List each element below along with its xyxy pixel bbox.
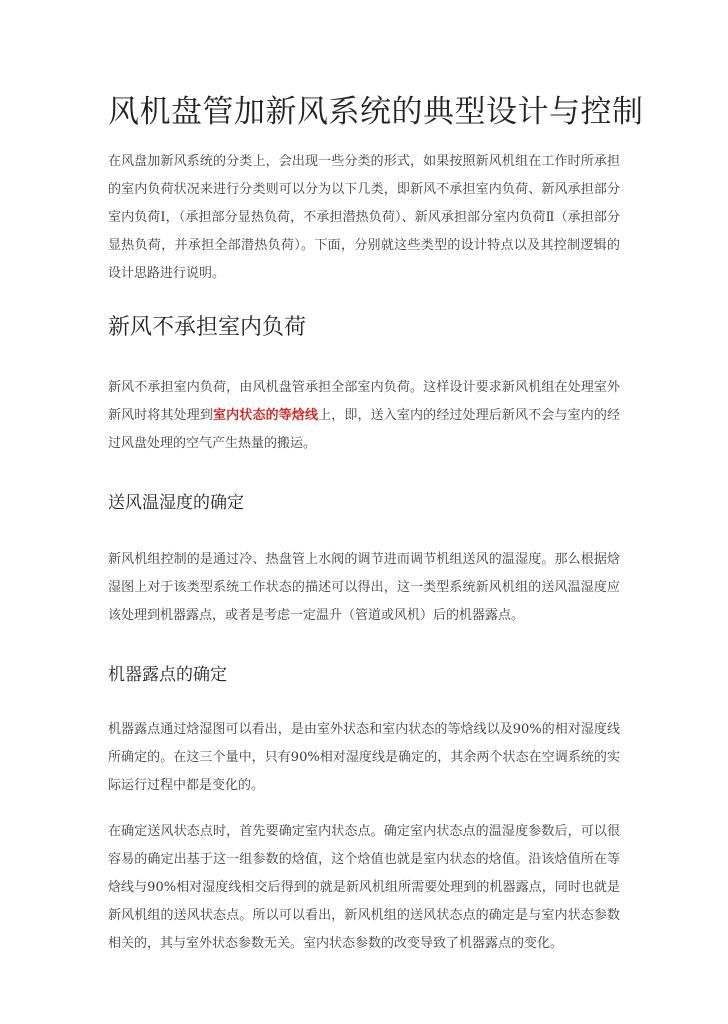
- paragraph-text-after: 上，即，送入室内的经过处理后新风不会与室内的经过风盘处理的空气产生热量的搬运。: [108, 408, 620, 451]
- subsection-paragraph-supply-air: 新风机组控制的是通过冷、热盘管上水阀的调节进而调节机组送风的温湿度。那么根据焓湿图上对于该类型系统工作状态的描述可以得出，这一类型系统新风机组的送风温湿度应该处理到机器露点，或者是考虑一定温升（管道或风机）后的机器露点。: [108, 552, 620, 623]
- section-heading-no-load: 新风不承担室内负荷: [108, 315, 307, 340]
- paragraph-text-before: 新风不承担室内负荷，由风机盘管承担全部室内负荷。这样设计要求新风机组在处理室外新风时将其处理到: [108, 380, 620, 423]
- subsection-paragraph-dew-point-1: 机器露点通过焓湿图可以看出，是由室外状态和室内状态的等焓线以及90%的相对湿度线所确定的。在这三个量中，只有90%相对湿度线是确定的，其余两个状态在空调系统的实际运行过程中都是变化的。: [108, 722, 620, 793]
- intro-paragraph: 在风盘加新风系统的分类上，会出现一些分类的形式，如果按照新风机组在工作时所承担的室内负荷状况来进行分类则可以分为以下几类，即新风不承担室内负荷、新风承担部分室内负荷Ⅰ，（承担部分显热负荷，不承担潜热负荷）、新风承担部分室内负荷Ⅱ（承担部分显热负荷，并承担全部潜热负荷）。下面，分别就这些类型的设计特点以及其控制逻辑的设计思路进行说明。: [108, 154, 620, 281]
- highlighted-term: 室内状态的等焓线: [213, 408, 319, 423]
- page-title: 风机盘管加新风系统的典型设计与控制: [108, 94, 644, 130]
- subsection-paragraph-dew-point-2: 在确定送风状态点时，首先要确定室内状态点。确定室内状态点的温湿度参数后，可以很容易的确定出基于这一组参数的焓值，这个焓值也就是室内状态的焓值。沿该焓值所在等焓线与90%相对湿度线相交后得到的就是新风机组所需要处理到的机器露点，同时也就是新风机组的送风状态点。所以可以看出，新风机组的送风状态点的确定是与室内状态参数相关的，其与室外状态参数无关。室内状态参数的改变导致了机器露点的变化。: [108, 824, 620, 951]
- subsection-heading-supply-air: 送风温湿度的确定: [108, 493, 244, 513]
- subsection-heading-dew-point: 机器露点的确定: [108, 665, 227, 685]
- section-paragraph-no-load: [108, 374, 620, 458]
